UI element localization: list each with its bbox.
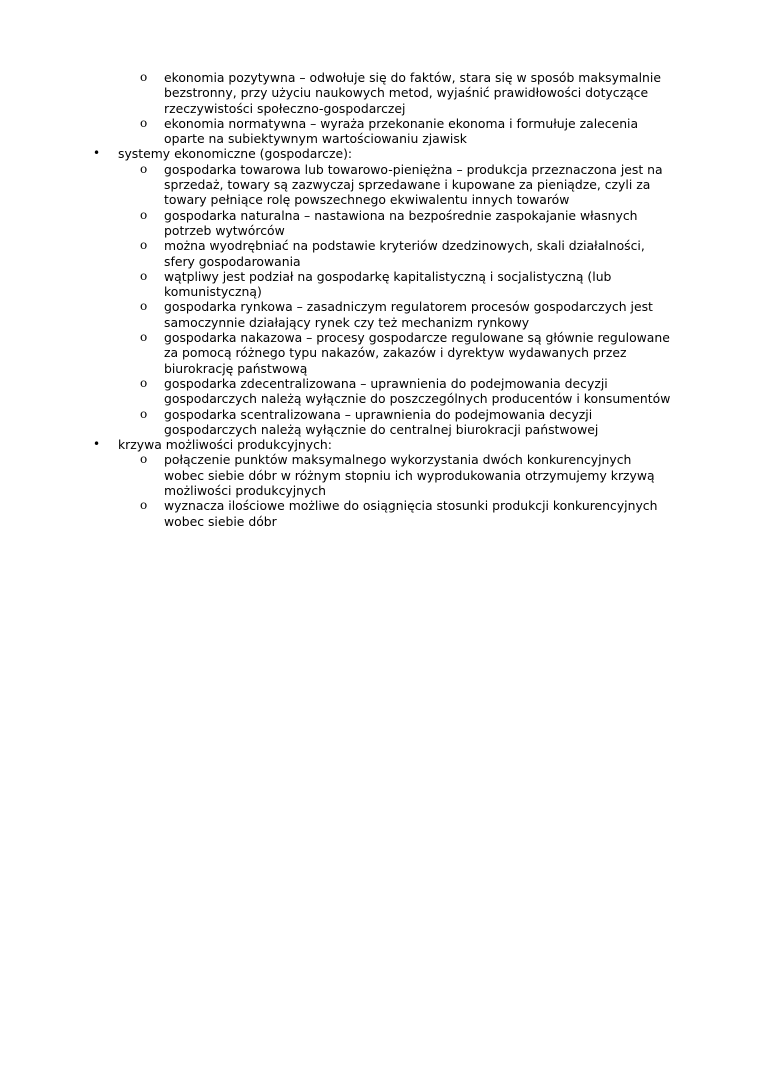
list-item-line: sfery gospodarowania	[164, 253, 301, 269]
document-page	[0, 70, 760, 529]
list-item-line: gospodarka nakazowa – procesy gospodarcze regulowane są głównie regulowane	[164, 330, 670, 346]
list-item-line: za pomocą różnego typu nakazów, zakazów i dyrektyw wydawanych przez	[164, 345, 627, 361]
bullet-marker: •	[93, 437, 101, 452]
list-item-line: gospodarka naturalna – nastawiona na bezpośrednie zaspokajanie własnych	[164, 207, 638, 223]
list-item-line: można wyodrębniać na podstawie kryteriów dzedzinowych, skali działalności,	[164, 238, 645, 254]
list-item-line: ekonomia pozytywna – odwołuje się do faktów, stara się w sposób maksymalnie	[164, 70, 661, 85]
list-item-line: wobec siebie dóbr	[164, 513, 277, 529]
list-item	[0, 498, 694, 529]
list-item-line: gospodarka scentralizowana – uprawnienia do podejmowania decyzji	[164, 406, 593, 422]
list-item-line: towary pełniące rolę powszechnego ekwiwalentu innych towarów	[164, 192, 570, 208]
list-item-line: wobec siebie dóbr w różnym stopniu ich wyprodukowania otrzymujemy krzywą	[164, 467, 655, 483]
sub-bullet-marker: o	[140, 406, 148, 421]
list-item	[0, 376, 694, 407]
list-item-line: gospodarczych należą wyłącznie do centralnej biurokracji państwowej	[164, 421, 599, 437]
sub-bullet-marker: o	[140, 299, 148, 314]
sub-bullet-marker: o	[140, 115, 148, 130]
list-item	[0, 299, 694, 330]
list-item-line: gospodarka zdecentralizowana – uprawnienia do podejmowania decyzji	[164, 375, 608, 391]
list-item-line: gospodarka rynkowa – zasadniczym regulatorem procesów gospodarczych jest	[164, 299, 653, 315]
list-item	[0, 116, 694, 147]
list-item-line: wątpliwy jest podział na gospodarkę kapitalistyczną i socjalistyczną (lub	[164, 268, 612, 284]
sub-bullet-marker: o	[140, 452, 148, 467]
sub-bullet-marker: o	[140, 207, 148, 222]
sub-bullet-marker: o	[140, 498, 148, 513]
list-item-line: wyznacza ilościowe możliwe do osiągnięcia stosunki produkcji konkurencyjnych	[164, 498, 658, 514]
list-item-line: oparte na subiektywnym wartościowaniu zjawisk	[164, 131, 467, 147]
bullet-marker: •	[93, 146, 101, 161]
list-item-line: biurokrację państwową	[164, 360, 308, 376]
list-item	[0, 208, 694, 239]
list-item	[0, 162, 694, 208]
sub-bullet-marker: o	[140, 161, 148, 176]
list-item-line: połączenie punktów maksymalnego wykorzystania dwóch konkurencyjnych	[164, 452, 632, 468]
list-item	[0, 452, 694, 498]
sub-bullet-marker: o	[140, 70, 148, 84]
sub-bullet-marker: o	[140, 375, 148, 390]
sub-bullet-marker: o	[140, 268, 148, 283]
list-item-line: samoczynnie działający rynek czy też mechanizm rynkowy	[164, 314, 530, 330]
list-item-line: sprzedaż, towary są zazwyczaj sprzedawane i kupowane za pieniądze, czyli za	[164, 177, 651, 193]
list-item	[0, 330, 694, 376]
list-item-line: krzywa możliwości produkcyjnych:	[118, 437, 332, 453]
list-item-line: gospodarczych należą wyłącznie do poszczególnych producentów i konsumentów	[164, 391, 671, 407]
list-item-line: systemy ekonomiczne (gospodarcze):	[118, 146, 353, 162]
list-item-line: ekonomia normatywna – wyraża przekonanie ekonoma i formułuje zalecenia	[164, 115, 639, 131]
list-item-line: rzeczywistości społeczno-gospodarczej	[164, 100, 406, 116]
list-item	[0, 146, 678, 161]
list-item-line: bezstronny, przy użyciu naukowych metod, wyjaśnić prawidłowości dotyczące	[164, 85, 649, 101]
list-item-line: potrzeb wytwórców	[164, 222, 285, 238]
list-item-line: komunistyczną)	[164, 284, 262, 300]
sub-bullet-marker: o	[140, 238, 148, 253]
list-item-line: możliwości produkcyjnych	[164, 483, 327, 499]
list-item	[0, 407, 694, 438]
list-item-line: gospodarka towarowa lub towarowo-pieniężna – produkcja przeznaczona jest na	[164, 161, 663, 177]
list-item	[0, 437, 678, 452]
sub-bullet-marker: o	[140, 330, 148, 345]
list-item	[0, 70, 694, 116]
list-item	[0, 269, 694, 300]
list-item	[0, 238, 694, 269]
